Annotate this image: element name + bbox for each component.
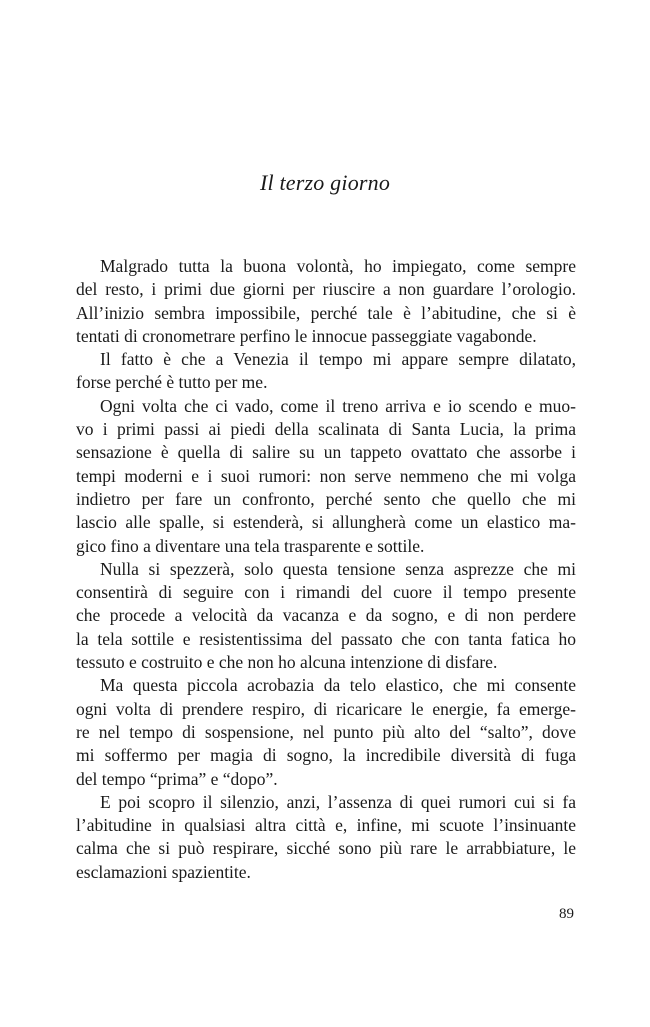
text-line: calma che si può respirare, sicché sono più rare le arrabbiature, le bbox=[76, 838, 576, 859]
text-line: Il fatto è che a Venezia il tempo mi appare sempre dilatato, bbox=[100, 349, 576, 370]
body-text bbox=[76, 255, 576, 884]
text-line: mi soffermo per magia di sogno, la incredibile diversità di fuga bbox=[76, 745, 576, 766]
paragraph bbox=[76, 558, 576, 674]
page-number: 89 bbox=[559, 906, 574, 922]
text-line: l’abitudine in qualsiasi altra città e, infine, mi scuote l’insinuante bbox=[76, 815, 576, 836]
text-line: re nel tempo di sospensione, nel punto più alto del “salto”, dove bbox=[76, 721, 576, 742]
text-line: E poi scopro il silenzio, anzi, l’assenza di quei rumori cui si fa bbox=[100, 791, 576, 812]
text-line: sensazione è quella di salire su un tappeto ovattato che assorbe i bbox=[76, 442, 576, 463]
text-line: del tempo “prima” e “dopo”. bbox=[76, 768, 278, 789]
text-line: consentirà di seguire con i rimandi del cuore il tempo presente bbox=[76, 582, 576, 603]
paragraph bbox=[76, 255, 576, 348]
text-line: gico fino a diventare una tela trasparente e sottile. bbox=[76, 535, 425, 556]
text-line: la tela sottile e resistentissima del passato che con tanta fatica ho bbox=[76, 628, 576, 649]
text-line: tessuto e costruito e che non ho alcuna intenzione di disfare. bbox=[76, 652, 498, 673]
text-line: Nulla si spezzerà, solo questa tensione senza asprezze che mi bbox=[100, 558, 576, 579]
paragraph bbox=[76, 791, 576, 884]
paragraph bbox=[76, 348, 576, 395]
text-line: Ogni volta che ci vado, come il treno arriva e io scendo e muo- bbox=[100, 395, 576, 416]
text-line: vo i primi passi ai piedi della scalinata di Santa Lucia, la prima bbox=[76, 419, 576, 440]
paragraph bbox=[76, 674, 576, 790]
text-line: ogni volta di prendere respiro, di ricaricare le energie, fa emerge- bbox=[76, 698, 576, 719]
text-line: tentati di cronometrare perfino le innocue passeggiate vagabonde. bbox=[76, 325, 537, 346]
chapter-title: Il terzo giorno bbox=[259, 170, 391, 195]
text-line: Ma questa piccola acrobazia da telo elastico, che mi consente bbox=[100, 675, 576, 696]
text-line: esclamazioni spazientite. bbox=[76, 861, 251, 882]
text-line: All’inizio sembra impossibile, perché tale è l’abitudine, che si è bbox=[76, 302, 576, 323]
text-line: indietro per fare un confronto, perché sento che quello che mi bbox=[76, 488, 576, 509]
text-line: che procede a velocità da vacanza e da sogno, e di non perdere bbox=[76, 605, 576, 626]
text-line: lascio alle spalle, si estenderà, si allungherà come un elastico ma- bbox=[76, 512, 576, 533]
text-line: tempi moderni e i suoi rumori: non serve nemmeno che mi volga bbox=[76, 465, 576, 486]
text-line: forse perché è tutto per me. bbox=[76, 372, 268, 393]
paragraph bbox=[76, 395, 576, 558]
text-line: Malgrado tutta la buona volontà, ho impiegato, come sempre bbox=[100, 256, 576, 276]
text-line: del resto, i primi due giorni per riuscire a non guardare l’orologio. bbox=[76, 279, 576, 300]
